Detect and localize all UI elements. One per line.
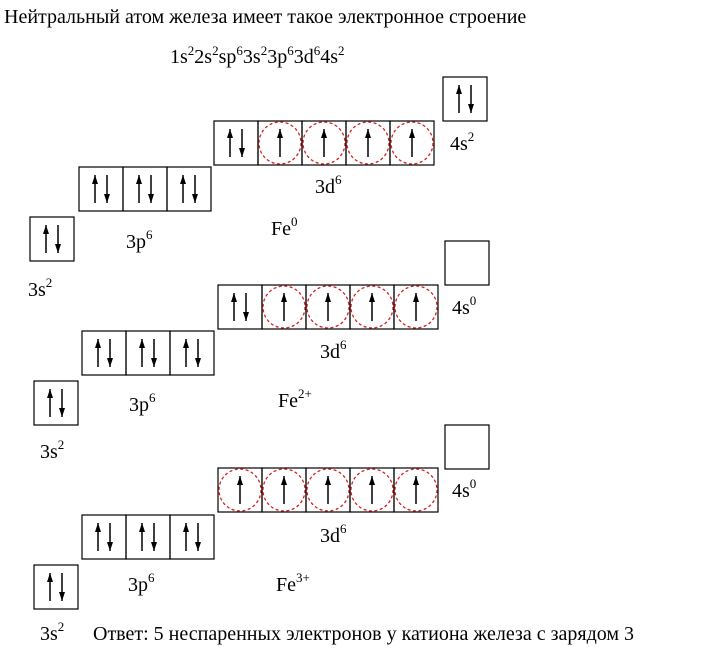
- orbital-cell: [258, 121, 302, 165]
- arrowhead: [281, 476, 287, 485]
- orbital-cell: [350, 285, 394, 329]
- arrowhead: [183, 339, 189, 348]
- orbital-diagram: [28, 77, 487, 301]
- orbital-cell: [218, 468, 262, 512]
- arrowhead: [55, 244, 61, 253]
- arrowhead: [92, 175, 98, 184]
- orbital-cell: [394, 285, 438, 329]
- orbital-box: [82, 331, 126, 375]
- orbital-cell: [34, 381, 78, 425]
- sublevel-label: $4s^2$: [450, 129, 475, 155]
- formula-term: $sp^6$: [218, 43, 243, 68]
- sublevel-label: $3s^2$: [28, 275, 53, 301]
- arrowhead: [107, 542, 113, 551]
- arrowhead: [107, 358, 113, 367]
- sublevel-s3: [30, 217, 74, 261]
- formula-term: $3p^6$: [267, 43, 294, 68]
- sublevel-s3: [34, 565, 78, 609]
- sublevel-p3: [82, 515, 214, 559]
- arrowhead: [227, 129, 233, 138]
- orbital-box: [126, 515, 170, 559]
- ion-label: Fe$^0$: [271, 214, 298, 240]
- orbital-box: [167, 167, 211, 211]
- sublevel-p3: [82, 331, 214, 375]
- orbital-cell: [445, 241, 489, 285]
- sublevel-label: $4s^0$: [452, 476, 477, 502]
- orbital-cell: [350, 468, 394, 512]
- orbital-box: [214, 121, 258, 165]
- arrowhead: [409, 129, 415, 138]
- arrowhead: [139, 339, 145, 348]
- arrowhead: [195, 542, 201, 551]
- sublevel-d3: [214, 121, 434, 165]
- arrowhead: [413, 293, 419, 302]
- arrowhead: [151, 358, 157, 367]
- arrowhead: [239, 148, 245, 157]
- arrowhead: [325, 293, 331, 302]
- formula-term: $2s^2$: [194, 43, 219, 68]
- orbital-box: [126, 331, 170, 375]
- sublevel-label: $3d^6$: [320, 337, 347, 363]
- arrowhead: [47, 573, 53, 582]
- arrowhead: [59, 408, 65, 417]
- orbital-box: [443, 77, 487, 121]
- arrowhead: [195, 358, 201, 367]
- arrowhead: [231, 293, 237, 302]
- orbital-box: [170, 331, 214, 375]
- orbital-box: [445, 425, 489, 469]
- sublevel-d3: [218, 285, 438, 329]
- arrowhead: [95, 523, 101, 532]
- formula-term: $1s^2$: [170, 43, 195, 68]
- sublevel-s3: [34, 381, 78, 425]
- orbital-cell: [123, 167, 167, 211]
- arrowhead: [243, 312, 249, 321]
- arrowhead: [325, 476, 331, 485]
- sublevel-s4: [445, 425, 489, 469]
- ion-label: $Fe^{2+}$: [278, 386, 312, 412]
- orbital-cell: [170, 515, 214, 559]
- sublevel-label: $3s^2$: [40, 619, 65, 645]
- orbital-box: [218, 285, 262, 329]
- orbital-cell: [302, 121, 346, 165]
- arrowhead: [183, 523, 189, 532]
- orbital-cell: [445, 425, 489, 469]
- arrowhead: [136, 175, 142, 184]
- orbital-cell: [79, 167, 123, 211]
- orbital-cell: [262, 468, 306, 512]
- formula-term: $3d^6$: [293, 43, 321, 68]
- sublevel-label: $4s^0$: [452, 293, 477, 319]
- orbital-box: [123, 167, 167, 211]
- orbital-cell: [262, 285, 306, 329]
- page-title: Нейтральный атом железа имеет такое электронное строение: [4, 6, 527, 28]
- arrowhead: [95, 339, 101, 348]
- orbital-cell: [170, 331, 214, 375]
- orbital-cell: [82, 331, 126, 375]
- answer-text: Ответ: 5 неспаренных электронов у катиона железа с зарядом 3: [93, 623, 635, 645]
- formula-term: $4s^2$: [320, 43, 345, 68]
- sublevel-p3: [79, 167, 211, 211]
- orbital-box: [82, 515, 126, 559]
- orbital-box: [30, 217, 74, 261]
- arrowhead: [281, 293, 287, 302]
- sublevel-label: $3d^6$: [315, 172, 342, 198]
- arrowhead: [180, 175, 186, 184]
- sublevel-label: $3p^6$: [129, 390, 156, 416]
- orbital-cell: [306, 285, 350, 329]
- arrowhead: [148, 194, 154, 203]
- orbital-cell: [167, 167, 211, 211]
- orbital-diagram: [34, 425, 489, 645]
- arrowhead: [365, 129, 371, 138]
- arrowhead: [104, 194, 110, 203]
- arrowhead: [151, 542, 157, 551]
- arrowhead: [413, 476, 419, 485]
- arrowhead: [321, 129, 327, 138]
- formula-term: $3s^2$: [242, 43, 268, 68]
- orbital-box: [34, 381, 78, 425]
- sublevel-s4: [445, 241, 489, 285]
- arrowhead: [468, 104, 474, 113]
- arrowhead: [369, 293, 375, 302]
- orbital-cell: [394, 468, 438, 512]
- orbital-cell: [34, 565, 78, 609]
- sublevel-label: $3p^6$: [128, 570, 155, 596]
- sublevel-s4: [443, 77, 487, 121]
- sublevel-d3: [218, 468, 438, 512]
- orbital-cell: [306, 468, 350, 512]
- orbital-cell: [218, 285, 262, 329]
- orbital-box: [170, 515, 214, 559]
- arrowhead: [43, 225, 49, 234]
- orbital-cell: [346, 121, 390, 165]
- sublevel-label: $3s^2$: [40, 437, 65, 463]
- arrowhead: [59, 592, 65, 601]
- arrowhead: [237, 476, 243, 485]
- sublevel-label: $3p^6$: [126, 227, 153, 253]
- sublevel-label: $3d^6$: [320, 521, 347, 547]
- orbital-box: [445, 241, 489, 285]
- orbital-diagram: [34, 241, 489, 463]
- arrowhead: [192, 194, 198, 203]
- orbital-cell: [126, 331, 170, 375]
- orbital-box: [79, 167, 123, 211]
- ion-label: $Fe^{3+}$: [276, 570, 310, 596]
- arrowhead: [139, 523, 145, 532]
- orbital-cell: [214, 121, 258, 165]
- arrowhead: [369, 476, 375, 485]
- arrowhead: [47, 389, 53, 398]
- arrowhead: [277, 129, 283, 138]
- arrowhead: [456, 85, 462, 94]
- orbital-cell: [30, 217, 74, 261]
- orbital-cell: [126, 515, 170, 559]
- orbital-cell: [390, 121, 434, 165]
- orbital-cell: [443, 77, 487, 121]
- orbital-box: [34, 565, 78, 609]
- orbital-cell: [82, 515, 126, 559]
